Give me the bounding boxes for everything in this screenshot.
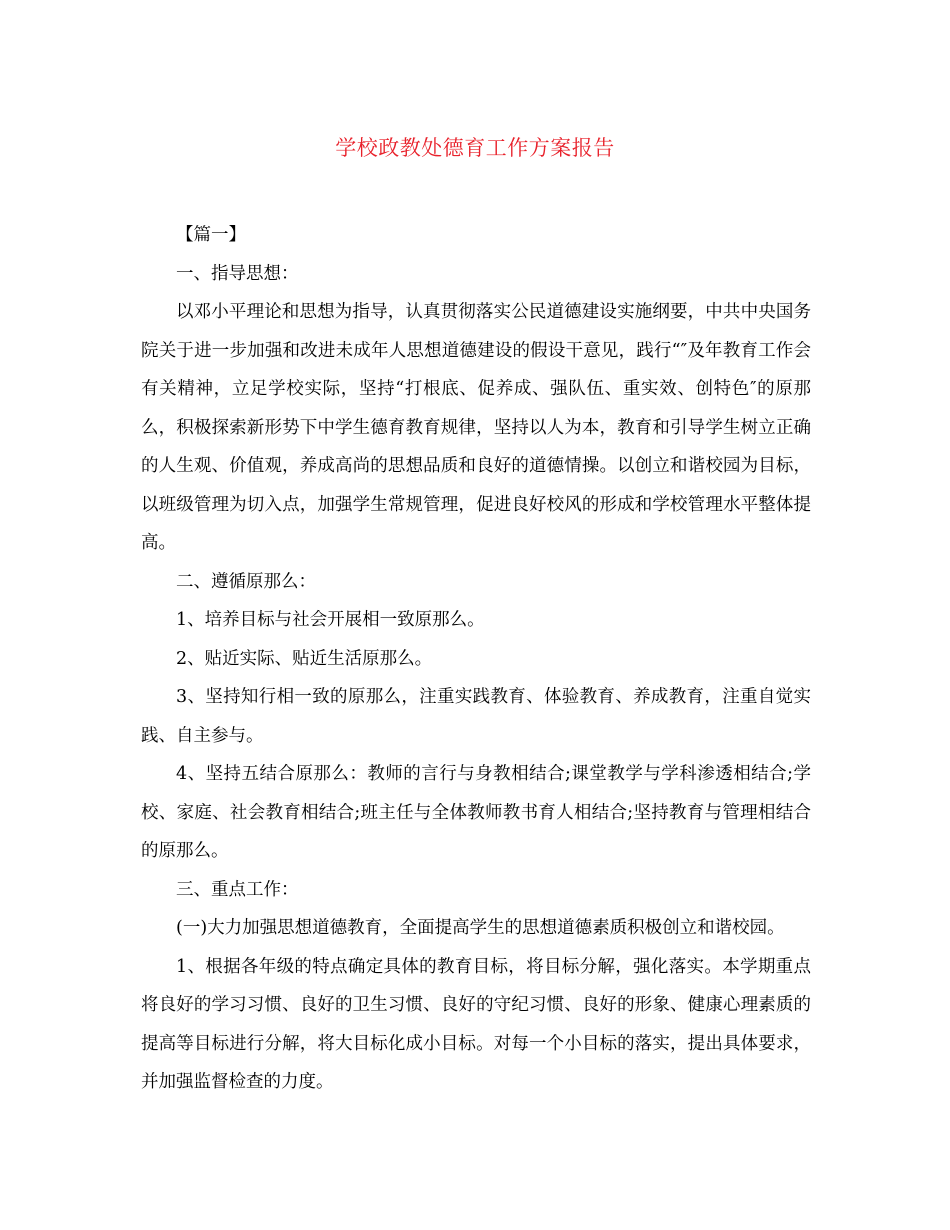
- principle-item-2: 2、贴近实际、贴近生活原那么。: [176, 648, 433, 669]
- heading-key-work: 三、重点工作：: [176, 879, 299, 900]
- key-work-item-1: 1、根据各年级的特点确定具体的教育目标，将目标分解，强化落实。本学期重点将良好的学习习惯、良好的卫生习惯、良好的守纪习惯、良好的形象、健康心理素质的提高等目标进行分解，将大目标化成小目标。对每一个小目标的落实，提出具体要求，并加强监督检查的力度。: [141, 956, 811, 1092]
- principle-item-3: 3、坚持知行相一致的原那么，注重实践教育、体验教育、养成教育，注重自觉实践、自主参与。: [141, 687, 811, 746]
- paragraph-guiding-ideology: 以邓小平理论和思想为指导，认真贯彻落实公民道德建设实施纲要，中共中央国务院关于进一步加强和改进未成年人思想道德建设的假设干意见，践行“″及年教育工作会有关精神，立足学校实际，坚持“打根底、促养成、强队伍、重实效、创特色″的原那么，积极探索新形势下中学生德育教育规律，坚持以人为本，教育和引导学生树立正确的人生观、价值观，养成高尚的思想品质和良好的道德情操。以创立和谐校园为目标，以班级管理为切入点，加强学生常规管理，促进良好校风的形成和学校管理水平整体提高。: [141, 302, 811, 553]
- principle-item-4: 4、坚持五结合原那么：教师的言行与身教相结合;课堂教学与学科渗透相结合;学校、家庭、社会教育相结合;班主任与全体教师教书育人相结合;坚持教育与管理相结合的原那么。: [141, 764, 811, 861]
- section-label: 【篇一】: [176, 225, 246, 245]
- heading-principles: 二、遵循原那么：: [176, 571, 316, 592]
- heading-guiding-ideology: 一、指导思想：: [176, 263, 299, 284]
- key-work-subheading-1: (一)大力加强思想道德教育，全面提高学生的思想道德素质积极创立和谐校园。: [176, 918, 785, 938]
- document-title: 学校政教处德育工作方案报告: [335, 136, 615, 160]
- principle-item-1: 1、培养目标与社会开展相一致原那么。: [176, 610, 485, 630]
- document-body: [141, 216, 811, 1102]
